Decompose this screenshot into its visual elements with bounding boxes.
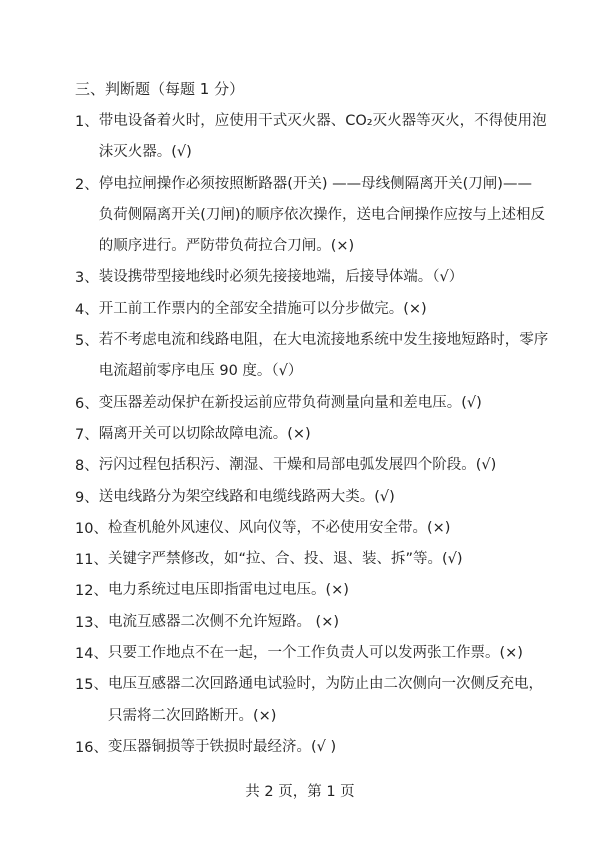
question-number: 14、 [75, 646, 108, 663]
question-list [75, 110, 549, 767]
question-item [75, 423, 545, 454]
question-number: 16、 [75, 739, 108, 756]
question-text-line: 负荷侧隔离开关(刀闸)的顺序依次操作，送电合闸操作应按与上述相反 [98, 206, 546, 223]
question-text-line: 检查机舱外风速仪、风向仪等，不必使用安全带。(×) [107, 519, 451, 536]
question-text-line: 若不考虑电流和线路电阻，在大电流接地系统中发生接地短路时，零序 [98, 332, 549, 349]
section-heading: 三、判断题（每题 1 分） [75, 80, 245, 98]
question-number: 13、 [75, 614, 108, 631]
question-text-line: 电流互感器二次侧不允许短路。 (×) [107, 613, 340, 630]
question-number: 6、 [75, 395, 99, 412]
question-number: 12、 [75, 583, 108, 600]
question-item [75, 486, 545, 517]
question-text-line: 装设携带型接地线时必须先接接地端，后接导体端。（√） [98, 269, 464, 286]
question-text-line: 变压器铜损等于铁损时最经济。(√ ) [107, 738, 337, 755]
question-text-line: 沫灭火器。(√) [98, 144, 192, 161]
question-text-line: 电压互感器二次回路通电试验时，为防止由二次侧向一次侧反充电， [107, 676, 543, 693]
question-item [75, 110, 545, 173]
question-number: 1、 [75, 114, 99, 130]
question-number: 2、 [75, 176, 99, 193]
question-item [75, 173, 545, 267]
question-text-line: 送电线路分为架空线路和电缆线路两大类。(√) [98, 488, 395, 505]
question-number: 10、 [75, 520, 108, 537]
question-text-line: 只要工作地点不在一起，一个工作负责人可以发两张工作票。(×) [107, 645, 523, 662]
question-item [75, 298, 545, 329]
question-item [75, 266, 545, 297]
question-item [75, 392, 545, 423]
question-item [75, 517, 545, 548]
question-number: 4、 [75, 301, 99, 318]
question-item [75, 454, 545, 485]
question-text-line: 关键字严禁修改，如“拉、合、投、退、装、拆”等。(√) [107, 551, 463, 568]
question-number: 5、 [75, 333, 99, 350]
question-text-line: 带电设备着火时，应使用干式灭火器、CO₂灭火器等灭火，不得使用泡 [98, 113, 547, 129]
question-text-line: 电流超前零序电压 90 度。（√） [98, 363, 303, 380]
question-text-line: 隔离开关可以切除故障电流。(×) [98, 425, 311, 442]
question-item [75, 329, 549, 392]
question-item [75, 673, 545, 736]
question-number: 7、 [75, 426, 99, 443]
question-text-line: 的顺序进行。严防带负荷拉合刀闸。(×) [98, 238, 355, 255]
question-item [75, 642, 545, 673]
question-number: 8、 [75, 458, 99, 475]
question-number: 3、 [75, 270, 99, 287]
question-item [75, 736, 545, 767]
question-text-line: 只需将二次回路断开。(×) [107, 707, 277, 724]
question-text-line: 变压器差动保护在新投运前应带负荷测量向量和差电压。(√) [98, 394, 482, 411]
question-item [75, 548, 545, 579]
question-number: 11、 [75, 552, 108, 569]
question-text-line: 开工前工作票内的全部安全措施可以分步做完。(×) [98, 300, 427, 317]
question-number: 15、 [75, 677, 108, 694]
question-item [75, 579, 545, 610]
page-footer: 共 2 页，第 1 页 [245, 784, 355, 800]
question-text-line: 污闪过程包括积污、潮湿、干燥和局部电弧发展四个阶段。(√) [98, 457, 497, 474]
question-item [75, 611, 545, 642]
question-text-line: 停电拉闸操作必须按照断路器(开关) ——母线侧隔离开关(刀闸)—— [98, 175, 532, 192]
question-number: 9、 [75, 489, 99, 506]
question-text-line: 电力系统过电压即指雷电过电压。(×) [107, 582, 349, 599]
